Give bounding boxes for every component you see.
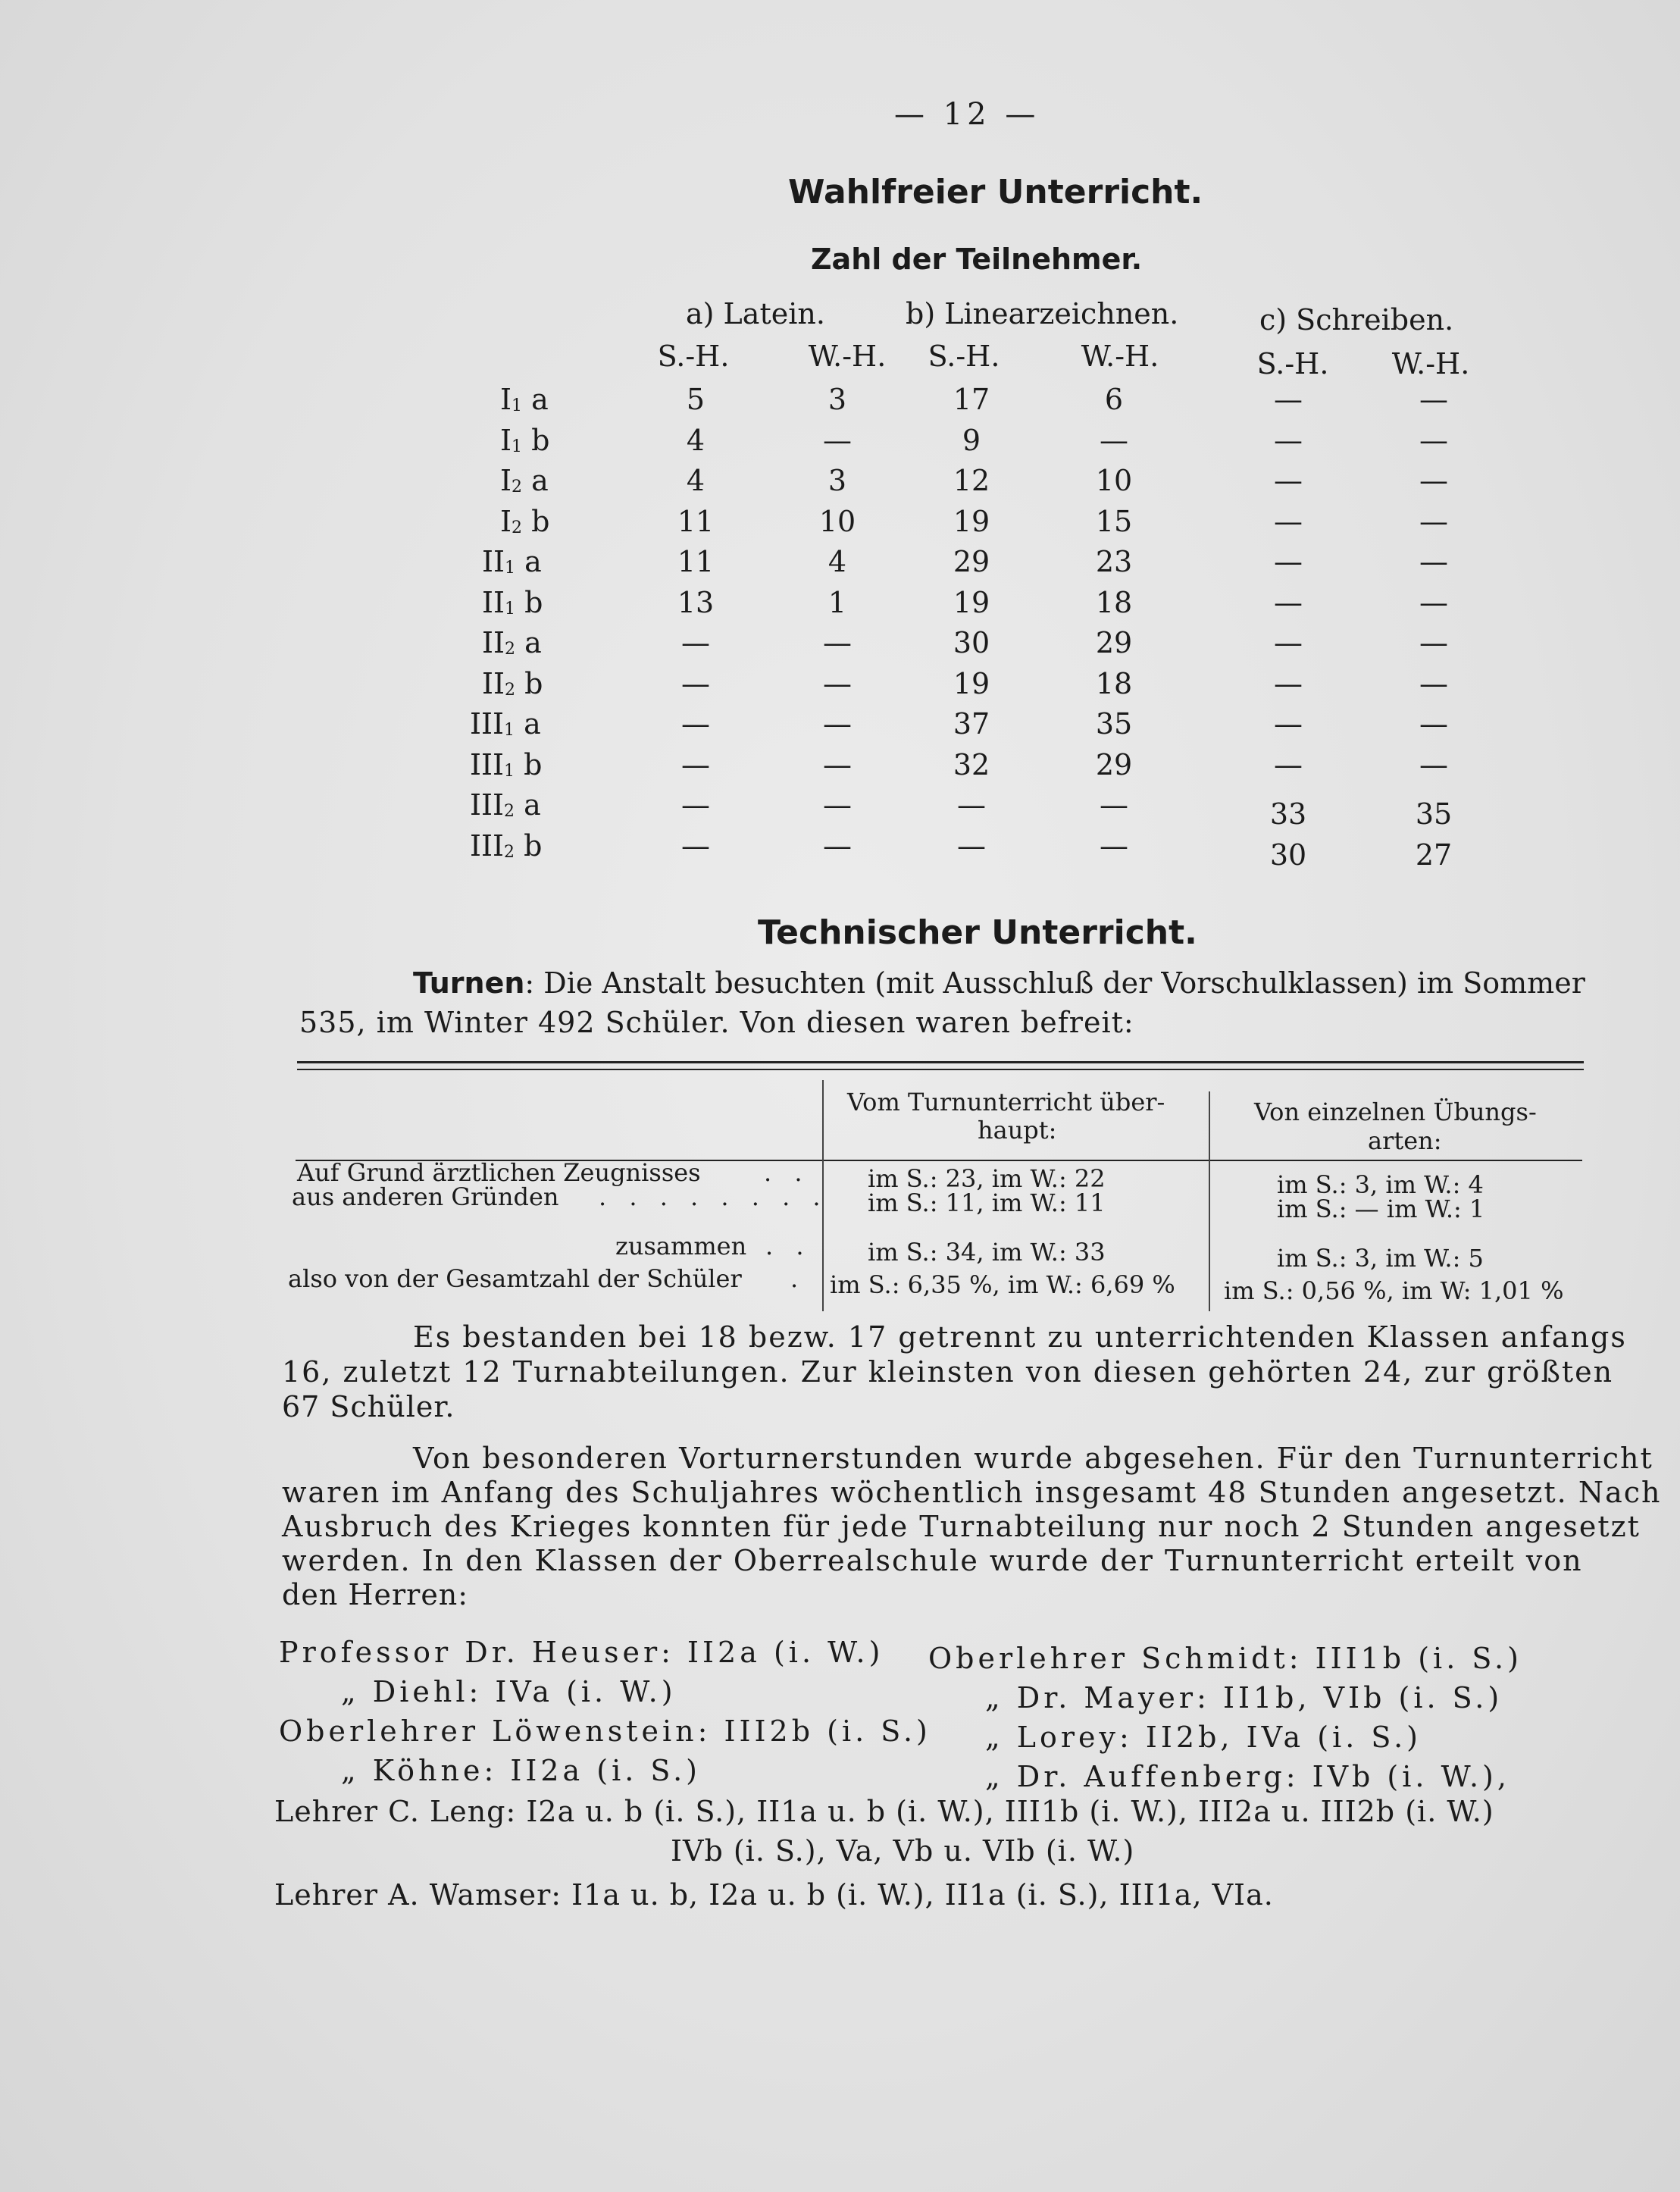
table-cell: 18 [1095,666,1133,700]
table-cell: 27 [1415,838,1453,872]
table-cell: 17 [953,383,990,416]
table-cell: 29 [1095,747,1133,781]
table-top-rule-2 [297,1069,1584,1070]
table-cell: 19 [953,585,990,619]
table-cell: 29 [953,545,990,578]
section-subtitle-teilnehmer: Zahl der Teilnehmer. [811,243,1143,276]
paragraph-vorturner-line: Ausbruch des Krieges konnten für jede Turnabteilung nur noch 2 Stunden angesetzt [282,1510,1641,1543]
table-cell: — [823,828,852,863]
table-cell: 30 [953,626,990,659]
class-label-main: III [470,707,505,741]
paragraph-klassen-line: Es bestanden bei 18 bezw. 17 getrennt zu unterrichtenden Klassen anfangs [413,1320,1627,1354]
teacher-leng-line2: IVb (i. S.), Va, Vb u. VIb (i. W.) [671,1834,1135,1868]
table-cell: 6 [1104,383,1124,416]
teacher-right: „ Dr. Auffenberg: IVb (i. W.), [985,1760,1510,1793]
class-label [470,748,542,781]
table-cell: — [1419,545,1448,578]
class-label-main: I [500,423,512,457]
table-cell: — [1100,788,1128,822]
class-label-sub: 1 [512,396,523,415]
table-cell: 13 [677,585,715,619]
table-cell: 4 [686,423,705,457]
befreit-cell-partial: im S.: 3, im W.: 5 [1277,1244,1484,1273]
table-cell: — [957,788,986,822]
table-cell: 33 [1269,797,1307,831]
table-cell: — [1274,464,1303,497]
paragraph-vorturner-line: waren im Anfang des Schuljahres wöchentlich insgesamt 48 Stunden angesetzt. Nach [282,1476,1662,1509]
class-label [482,626,542,659]
class-label-sub: 1 [505,599,516,618]
befreit-cell-overall: im S.: 11, im W.: 11 [868,1188,1106,1217]
class-label-suffix: b [515,585,543,619]
table-cell: — [681,666,710,700]
class-label-main: III [470,828,505,863]
paragraph-vorturner-line: werden. In den Klassen der Oberrealschule wurde der Turnunterricht erteilt von [282,1544,1583,1577]
class-label [482,586,543,619]
table-cell: — [1274,545,1303,578]
group-header-linearzeichnen: b) Linearzeichnen. [906,297,1179,330]
class-label-sub: 1 [512,437,523,456]
class-label-suffix: b [522,423,550,457]
table-cell: — [823,747,852,781]
paragraph-klassen-line: 67 Schüler. [282,1390,455,1423]
table-cell: — [1100,423,1128,457]
table-cell: — [1274,707,1303,741]
befreit-row-label: Auf Grund ärztlichen Zeugnisses [297,1158,701,1187]
class-label-main: II [482,666,505,700]
befreit-cell-overall: im S.: 6,35 %, im W.: 6,69 % [830,1270,1175,1299]
table-cell: — [1419,747,1448,781]
semester-header: W.-H. [1391,347,1470,380]
class-label-main: I [500,504,512,538]
class-label-sub: 2 [504,802,515,821]
teacher-left: „ Diehl: IVa (i. W.) [341,1675,677,1708]
table-cell: — [1274,504,1303,538]
table-cell: — [681,828,710,863]
class-label [470,788,541,822]
table-cell: — [1419,464,1448,497]
class-label-suffix: a [522,383,549,416]
table-col-divider-2 [1209,1091,1210,1311]
befreit-row-dots: . [790,1264,806,1293]
class-label-sub: 1 [505,559,516,578]
page-number: — 12 — [894,97,1040,132]
class-label-suffix: a [522,464,549,497]
table-cell: — [1419,504,1448,538]
class-label-sub: 2 [512,518,523,537]
table-cell: — [681,707,710,741]
col1-header-line2: haupt: [978,1116,1057,1145]
table-cell: 32 [953,747,990,781]
table-cell: 4 [686,464,705,497]
paragraph-vorturner-line: Von besonderen Vorturnerstunden wurde abgesehen. Für den Turnunterricht [413,1442,1653,1475]
befreit-row-label: also von der Gesamtzahl der Schüler [288,1264,742,1293]
teacher-right: Oberlehrer Schmidt: III1b (i. S.) [928,1642,1522,1675]
class-label-sub: 2 [504,842,515,862]
table-cell: — [823,423,852,457]
table-cell: — [823,707,852,741]
table-cell: — [1419,626,1448,659]
table-cell: 15 [1095,504,1133,538]
table-cell: — [1274,383,1303,416]
befreit-row-dots: . . . . . . . . [599,1182,828,1211]
class-label-main: II [482,585,505,619]
section-title-wahlfrei: Wahlfreier Unterricht. [788,173,1203,211]
table-cell: 30 [1269,838,1307,872]
col1-header-line1: Vom Turnunterricht über- [847,1088,1165,1116]
table-cell: — [1419,383,1448,416]
paragraph-klassen-line: 16, zuletzt 12 Turnabteilungen. Zur kleinsten von diesen gehörten 24, zur größten [282,1355,1614,1389]
table-cell: — [1419,585,1448,619]
table-top-rule [297,1061,1584,1063]
class-label-main: III [470,788,505,822]
table-cell: 12 [953,464,990,497]
class-label [500,464,549,497]
befreit-row-label: zusammen [615,1232,747,1260]
semester-header: S.-H. [1256,347,1329,380]
semester-header: W.-H. [808,340,887,373]
table-cell: 23 [1095,545,1133,578]
class-label-sub: 1 [504,761,515,781]
turnen-intro-text: : Die Anstalt besuchten (mit Ausschluß der Vorschulklassen) im Sommer [524,966,1585,1000]
table-cell: 9 [962,423,981,457]
table-cell: 35 [1095,707,1133,741]
class-label [482,667,543,700]
turnen-intro-line1 [413,966,1585,1000]
table-cell: — [681,747,710,781]
class-label-suffix: b [515,666,543,700]
table-cell: — [681,788,710,822]
table-cell: — [1274,423,1303,457]
class-label-suffix: a [515,707,541,741]
class-label-sub: 2 [505,640,516,659]
col2-header-line1: Von einzelnen Übungs- [1254,1098,1537,1126]
befreit-cell-partial: im S.: 0,56 %, im W: 1,01 % [1224,1276,1564,1305]
turnen-label: Turnen [413,966,525,1000]
table-cell: — [1100,828,1128,863]
befreit-cell-partial: im S.: — im W.: 1 [1277,1195,1485,1223]
class-label-main: II [482,626,505,659]
teacher-right: „ Lorey: II2b, IVa (i. S.) [985,1721,1422,1754]
befreit-cell-partial: im S.: 3, im W.: 4 [1277,1170,1484,1199]
section-title-technisch: Technischer Unterricht. [758,913,1197,952]
befreit-cell-overall: im S.: 34, im W.: 33 [868,1238,1106,1267]
teacher-left: „ Köhne: II2a (i. S.) [341,1754,701,1787]
table-cell: — [1274,747,1303,781]
teacher-left: Oberlehrer Löwenstein: III2b (i. S.) [279,1714,931,1748]
table-cell: 11 [677,545,715,578]
teacher-left: Professor Dr. Heuser: II2a (i. W.) [279,1636,884,1669]
table-cell: 18 [1095,585,1133,619]
table-cell: — [823,626,852,659]
teacher-right: „ Dr. Mayer: II1b, VIb (i. S.) [985,1681,1503,1714]
table-cell: 37 [953,707,990,741]
table-cell: 19 [953,504,990,538]
class-label-sub: 2 [505,680,516,700]
class-label-main: III [470,747,505,781]
table-cell: — [823,788,852,822]
group-header-schreiben: c) Schreiben. [1259,303,1454,337]
class-label-suffix: b [522,504,550,538]
table-cell: 10 [1095,464,1133,497]
table-cell: — [1419,707,1448,741]
table-cell: — [1419,423,1448,457]
group-header-latein: a) Latein. [686,297,825,330]
table-cell: 19 [953,666,990,700]
table-cell: — [957,828,986,863]
table-cell: — [823,666,852,700]
table-cell: 5 [686,383,705,416]
turnen-intro-line2: 535, im Winter 492 Schüler. Von diesen waren befreit: [299,1006,1134,1039]
class-label-suffix: a [515,626,542,659]
teacher-leng-line1: Lehrer C. Leng: I2a u. b (i. S.), II1a u. b (i. W.), III1b (i. W.), III2a u. III2b (i. W.) [274,1795,1494,1828]
class-label-suffix: b [515,747,543,781]
class-label-main: II [482,545,505,578]
table-cell: 10 [818,504,856,538]
table-cell: 35 [1415,797,1453,831]
class-label-main: I [500,383,512,416]
class-label-sub: 2 [512,478,523,496]
table-cell: 3 [827,383,847,416]
class-label [500,505,549,538]
table-cell: 11 [677,504,715,538]
class-label-suffix: b [515,828,543,863]
table-cell: 3 [827,464,847,497]
befreit-row-label: aus anderen Gründen [292,1182,559,1211]
class-label-sub: 1 [504,721,515,740]
table-cell: 29 [1095,626,1133,659]
paragraph-vorturner-line: den Herren: [282,1578,469,1611]
semester-header: S.-H. [928,340,1000,373]
table-cell: — [1274,666,1303,700]
befreit-row-dots: . . [764,1158,810,1187]
class-label-suffix: a [515,545,542,578]
class-label [470,829,542,863]
table-cell: 1 [827,585,847,619]
table-cell: 4 [827,545,847,578]
semester-header: W.-H. [1081,340,1159,373]
class-label [470,707,541,741]
col2-header-line2: arten: [1368,1126,1442,1155]
class-label-suffix: a [515,788,541,822]
class-label [500,424,549,457]
table-cell: — [681,626,710,659]
semester-header: S.-H. [657,340,730,373]
class-label [500,383,549,416]
table-cell: — [1419,666,1448,700]
teacher-wamser: Lehrer A. Wamser: I1a u. b, I2a u. b (i. W.), II1a (i. S.), III1a, VIa. [274,1878,1274,1912]
befreit-cell-overall: im S.: 23, im W.: 22 [868,1164,1106,1193]
class-label [482,545,542,578]
table-cell: — [1274,626,1303,659]
class-label-main: I [500,464,512,497]
table-cell: — [1274,585,1303,619]
befreit-row-dots: . . [765,1232,812,1260]
